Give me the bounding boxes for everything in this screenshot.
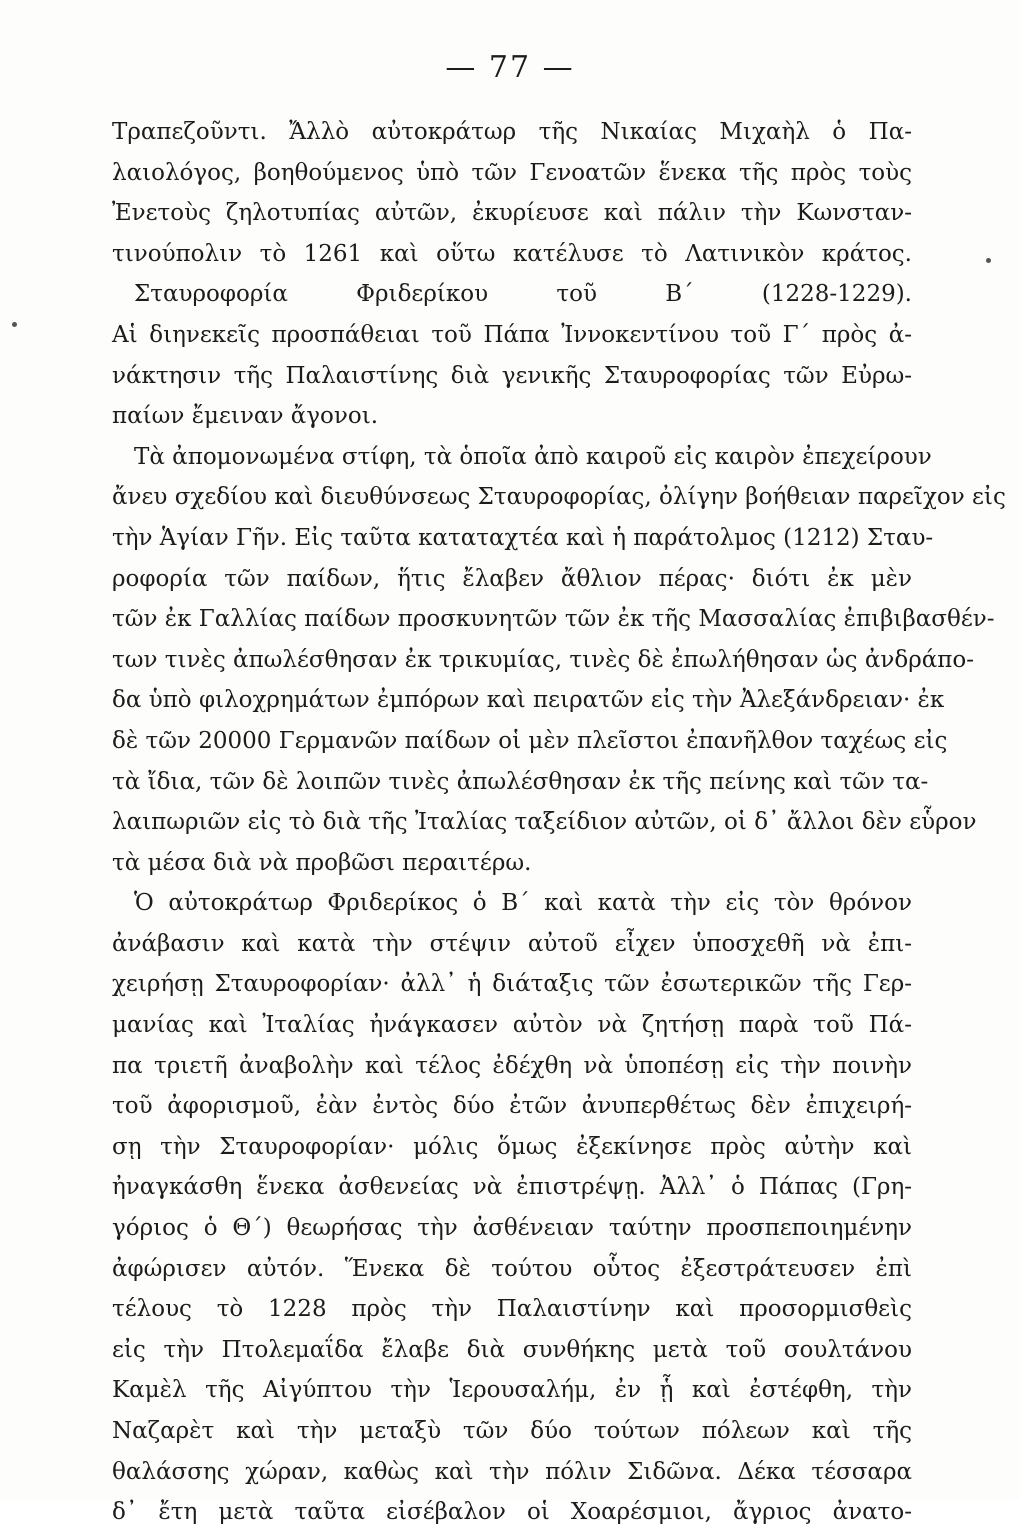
text-line: σῃ τὴν Σταυροφορίαν· μόλις ὅμως ἐξεκίνησε πρὸς αὐτὴν καὶ — [112, 1133, 912, 1160]
text-line: νάκτησιν τῆς Παλαιστίνης διὰ γενικῆς Σταυροφορίας τῶν Εὐρω- — [112, 362, 912, 389]
text-line: των τινὲς ἀπωλέσθησαν ἐκ τρικυμίας, τινὲς δὲ ἐπωλήθησαν ὡς ἀνδράπο- — [112, 646, 975, 673]
text-line: γόριος ὁ Θ΄) θεωρήσας τὴν ἀσθένειαν ταύτην προσπεποιημένην — [112, 1215, 912, 1242]
text-line: ἀφώρισεν αὐτόν. Ἕνεκα δὲ τούτου οὗτος ἐξεστράτευσεν ἐπὶ — [112, 1255, 912, 1282]
text-line: Τὰ ἀπομονωμένα στίφη, τὰ ὁποῖα ἀπὸ καιροῦ εἰς καιρὸν ἐπεχείρουν — [134, 443, 932, 470]
text-line: ἠναγκάσθη ἕνεκα ἀσθενείας νὰ ἐπιστρέψῃ. Ἀλλ᾽ ὁ Πάπας (Γρη- — [112, 1174, 912, 1201]
text-line: Ναζαρὲτ καὶ τὴν μεταξὺ τῶν δύο τούτων πόλεων καὶ τῆς — [112, 1418, 912, 1444]
text-line: Καμὲλ τῆς Αἰγύπτου τὴν Ἱερουσαλήμ, ἐν ᾗ καὶ ἐστέφθη, τὴν — [112, 1377, 912, 1404]
text-line: λαιπωριῶν εἰς τὸ διὰ τῆς Ἰταλίας ταξείδιον αὐτῶν, οἱ δ᾽ ἄλλοι δὲν εὗρον — [112, 809, 977, 836]
text-line: τῶν ἐκ Γαλλίας παίδων προσκυνητῶν τῶν ἐκ τῆς Μασσαλίας ἐπιβιβασθέν- — [112, 606, 995, 633]
text-line: τοῦ ἀφορισμοῦ, ἐὰν ἐντὸς δύο ἐτῶν ἀνυπερθέτως δὲν ἐπιχειρή- — [112, 1093, 912, 1120]
text-line: Τραπεζοῦντι. Ἄλλὸ αὐτοκράτωρ τῆς Νικαίας Μιχαὴλ ὁ Πα- — [112, 119, 912, 145]
text-line: τέλους τὸ 1228 πρὸς τὴν Παλαιστίνην καὶ προσορμισθεὶς — [112, 1296, 912, 1323]
text-line: χειρήσῃ Σταυροφορίαν· ἀλλ᾽ ἡ διάταξις τῶν ἐσωτερικῶν τῆς Γερ- — [112, 971, 912, 998]
text-line: ροφορία τῶν παίδων, ἥτις ἔλαβεν ἄθλιον πέρας· διότι ἐκ μὲν — [112, 565, 912, 592]
margin-mark-right — [986, 258, 991, 263]
body-text — [112, 112, 1006, 1533]
text-line: εἰς τὴν Πτολεμαΐδα ἔλαβε διὰ συνθήκης μετὰ τοῦ σουλτάνου — [112, 1336, 912, 1363]
text-line: θαλάσσης χώραν, καθὼς καὶ τὴν πόλιν Σιδῶνα. Δέκα τέσσαρα — [112, 1458, 912, 1485]
page-number: — 77 — — [445, 50, 575, 85]
text-line: Ὁ αὐτοκράτωρ Φριδερίκος ὁ Β΄ καὶ κατὰ τὴν εἰς τὸν θρόνον — [134, 890, 912, 917]
text-line: ἄνευ σχεδίου καὶ διευθύνσεως Σταυροφορίας, ὀλίγην βοήθειαν παρεῖχον εἰς — [112, 484, 1006, 511]
text-line: παίων ἔμειναν ἄγονοι. — [112, 403, 379, 430]
text-line: λαιολόγος, βοηθούμενος ὑπὸ τῶν Γενοατῶν ἕνεκα τῆς πρὸς τοὺς — [112, 159, 912, 186]
text-line: δὲ τῶν 20000 Γερμανῶν παίδων οἱ μὲν πλεῖστοι ἐπανῆλθον ταχέως εἰς — [112, 727, 948, 754]
text-line: τὰ ἴδια, τῶν δὲ λοιπῶν τινὲς ἀπωλέσθησαν ἐκ τῆς πείνης καὶ τῶν τα- — [112, 768, 929, 795]
text-line: τὴν Ἁγίαν Γῆν. Εἰς ταῦτα καταταχτέα καὶ ἡ παράτολμος (1212) Σταυ- — [112, 524, 934, 551]
text-line: δ᾽ ἔτη μετὰ ταῦτα εἰσέβαλον οἱ Χοαρέσμιοι, ἄγριος ἀνατο- — [112, 1499, 912, 1526]
text-line: τινούπολιν τὸ 1261 καὶ οὕτω κατέλυσε τὸ Λατινικὸν κράτος. — [112, 240, 912, 267]
margin-mark-left — [12, 322, 17, 327]
text-line: Αἱ διηνεκεῖς προσπάθειαι τοῦ Πάπα Ἰννοκεντίνου τοῦ Γ΄ πρὸς ἀ- — [112, 321, 912, 348]
text-line: ἀνάβασιν καὶ κατὰ τὴν στέψιν αὐτοῦ εἶχεν ὑποσχεθῆ νὰ ἐπι- — [112, 930, 912, 957]
section-heading: Σταυροφορία Φριδερίκου τοῦ Β΄ (1228-1229). — [134, 281, 912, 308]
text-line: Ἐνετοὺς ζηλοτυπίας αὐτῶν, ἐκυρίευσε καὶ πάλιν τὴν Κωνσταν- — [112, 200, 912, 227]
text-line: τὰ μέσα διὰ νὰ προβῶσι περαιτέρω. — [112, 849, 532, 876]
text-line: μανίας καὶ Ἰταλίας ἠνάγκασεν αὐτὸν νὰ ζητήσῃ παρὰ τοῦ Πά- — [112, 1012, 912, 1039]
text-line: δα ὑπὸ φιλοχρημάτων ἐμπόρων καὶ πειρατῶν εἰς τὴν Ἀλεξάνδρειαν· ἐκ — [112, 687, 945, 714]
text-line: πα τριετῆ ἀναβολὴν καὶ τέλος ἐδέχθη νὰ ὑποπέσῃ εἰς τὴν ποινὴν — [112, 1052, 912, 1079]
